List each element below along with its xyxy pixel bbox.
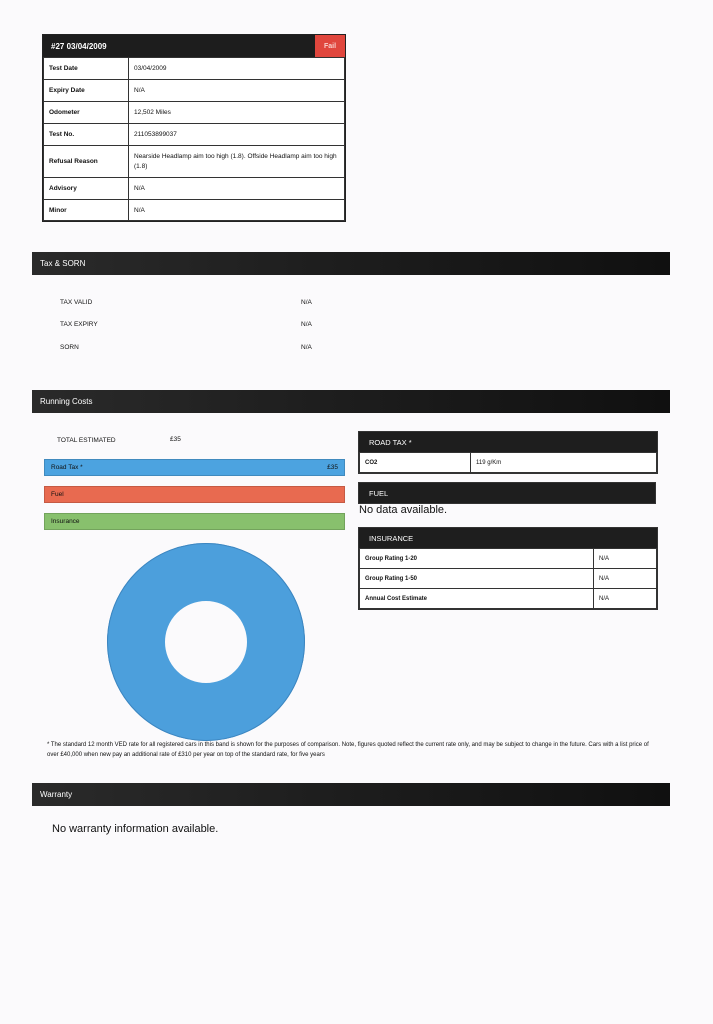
mot-row-label: Odometer	[44, 102, 129, 124]
mot-row-label: Test No.	[44, 124, 129, 146]
insurance-row-label: Group Rating 1-20	[360, 549, 594, 569]
running-costs-title: Running Costs	[40, 397, 93, 406]
fuel-cost-bar	[44, 486, 345, 503]
fuel-table-title: FUEL	[369, 488, 389, 498]
table-row	[360, 549, 657, 569]
insurance-table-title: INSURANCE	[369, 533, 414, 543]
insurance-cost-bar	[44, 513, 345, 530]
mot-record-table	[42, 34, 346, 222]
table-row	[44, 80, 345, 102]
mot-row-label: Minor	[44, 200, 129, 221]
tax-section-header	[32, 252, 670, 275]
road-tax-table	[358, 431, 658, 474]
table-row	[44, 178, 345, 200]
warranty-message: No warranty information available.	[52, 823, 219, 835]
mot-record-title: #27 03/04/2009	[51, 41, 107, 51]
co2-label: CO2	[360, 453, 471, 473]
insurance-row-label: Annual Cost Estimate	[360, 589, 594, 609]
table-row	[44, 124, 345, 146]
sorn-label: SORN	[60, 344, 79, 351]
road-tax-table-header	[359, 432, 657, 452]
fuel-no-data-message: No data available.	[359, 504, 448, 516]
mot-record-header	[43, 35, 345, 57]
table-row	[44, 146, 345, 178]
table-row	[360, 589, 657, 609]
table-row	[44, 58, 345, 80]
mot-row-value: 03/04/2009	[129, 58, 345, 80]
tax-expiry-label: TAX EXPIRY	[60, 321, 98, 328]
running-costs-donut-chart	[104, 540, 308, 744]
warranty-section-title: Warranty	[40, 790, 73, 799]
mot-row-value: N/A	[129, 80, 345, 102]
mot-row-label: Advisory	[44, 178, 129, 200]
table-row	[44, 200, 345, 221]
road-tax-bar-value: £35	[327, 464, 338, 471]
road-tax-bar-label: Road Tax *	[51, 464, 83, 471]
mot-row-value: 211053899037	[129, 124, 345, 146]
insurance-row-value: N/A	[594, 589, 657, 609]
table-row	[44, 102, 345, 124]
mot-row-value: N/A	[129, 178, 345, 200]
tax-section-title: Tax & SORN	[40, 259, 86, 268]
mot-status-badge: Fail	[315, 35, 345, 57]
mot-row-label: Refusal Reason	[44, 146, 129, 178]
mot-row-value: Nearside Headlamp aim too high (1.8). Offside Headlamp aim too high (1.8)	[129, 146, 345, 178]
fuel-table-header	[358, 482, 656, 504]
co2-value: 119 g/Km	[471, 453, 657, 473]
fuel-table	[358, 482, 656, 504]
insurance-table-header	[359, 528, 657, 548]
insurance-bar-label: Insurance	[51, 518, 80, 525]
tax-expiry-value: N/A	[301, 321, 312, 328]
insurance-row-label: Group Rating 1-50	[360, 569, 594, 589]
insurance-table	[358, 527, 658, 610]
tax-valid-label: TAX VALID	[60, 299, 93, 306]
insurance-row-value: N/A	[594, 569, 657, 589]
total-estimated-label: TOTAL ESTIMATED	[57, 437, 116, 444]
table-row	[360, 569, 657, 589]
fuel-bar-label: Fuel	[51, 491, 64, 498]
sorn-value: N/A	[301, 344, 312, 351]
road-tax-table-title: ROAD TAX *	[369, 437, 412, 447]
road-tax-cost-bar	[44, 459, 345, 476]
total-estimated-value: £35	[170, 436, 181, 443]
mot-row-label: Expiry Date	[44, 80, 129, 102]
road-tax-donut-slice	[136, 572, 276, 712]
tax-valid-value: N/A	[301, 299, 312, 306]
table-row	[360, 453, 657, 473]
warranty-section-header	[32, 783, 670, 806]
road-tax-footnote: * The standard 12 month VED rate for all registered cars in this band is shown for the purposes of comparison. Note, figures quoted reflect the current rate only, and may be subject to change in the future. Cars with a list price of over £40,000 when new pay an additional rate of £310 per year on top of the standard rate, for five years	[47, 742, 649, 758]
running-costs-header	[32, 390, 670, 413]
insurance-row-value: N/A	[594, 549, 657, 569]
mot-row-value: 12,502 Miles	[129, 102, 345, 124]
mot-row-label: Test Date	[44, 58, 129, 80]
mot-row-value: N/A	[129, 200, 345, 221]
